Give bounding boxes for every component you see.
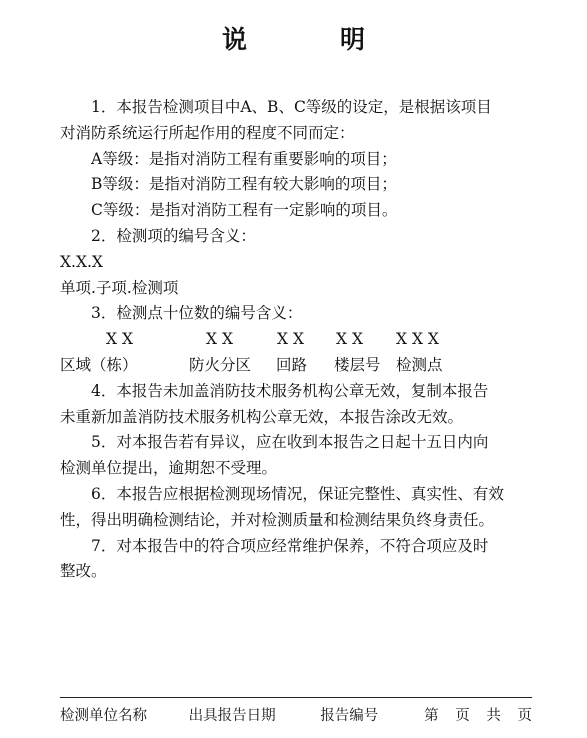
code-segment: X X (106, 330, 133, 349)
footer-report-number: 报告编号 (320, 708, 379, 724)
footer (60, 704, 532, 725)
item-2-code-format: X.X.X (60, 252, 103, 271)
item-6-line-1: 6．本报告应根据检测现场情况，保证完整性、真实性、有效 (91, 484, 504, 503)
page-title: 说 明 (221, 25, 399, 54)
item-2: 2．检测项的编号含义： (91, 226, 256, 245)
item-4-line-1: 4．本报告未加盖消防技术服务机构公章无效，复制本报告 (91, 381, 489, 400)
footer-issue-date: 出具报告日期 (188, 708, 276, 724)
grade-b-definition: B等级：是指对消防工程有较大影响的项目； (91, 175, 397, 194)
code-label: 楼层号 (334, 355, 381, 374)
code-label: 回路 (276, 355, 308, 374)
footer-unit-name: 检测单位名称 (60, 708, 147, 724)
item-5-line-2: 检测单位提出，逾期恕不受理。 (60, 459, 278, 478)
code-label: 防火分区 (189, 355, 252, 374)
code-label: 区域（栋） (60, 355, 138, 374)
item-7-line-1: 7．对本报告中的符合项应经常维护保养，不符合项应及时 (91, 536, 489, 555)
grade-a-definition: A等级：是指对消防工程有重要影响的项目； (91, 149, 397, 168)
item-3: 3．检测点十位数的编号含义： (91, 304, 303, 323)
item-1-line-2: 对消防系统运行所起作用的程度不同而定： (60, 123, 355, 142)
code-segment: X X (277, 330, 304, 349)
grade-c-definition: C等级：是指对消防工程有一定影响的项目。 (91, 201, 398, 220)
item-5-line-1: 5．对本报告若有异议，应在收到本报告之日起十五日内向 (91, 433, 489, 452)
item-3-code-row (60, 327, 532, 353)
item-2-code-meaning: 单项.子项.检测项 (60, 278, 179, 297)
footer-page-info: 第 页 共 页 (424, 708, 532, 724)
item-7-line-2: 整改。 (60, 562, 107, 581)
footer-divider (60, 697, 532, 698)
item-3-label-row (60, 353, 532, 379)
code-label: 检测点 (396, 355, 443, 374)
item-1-line-1: 1．本报告检测项目中A、B、C等级的设定，是根据该项目 (91, 98, 492, 116)
code-segment: X X (206, 330, 233, 349)
item-4-line-2: 未重新加盖消防技术服务机构公章无效，本报告涂改无效。 (60, 407, 464, 426)
item-6-line-2: 性，得出明确检测结论，并对检测质量和检测结果负终身责任。 (60, 510, 495, 529)
code-segment: X X (336, 330, 363, 349)
code-segment: X X X (396, 330, 439, 349)
instructions-body (60, 95, 532, 585)
